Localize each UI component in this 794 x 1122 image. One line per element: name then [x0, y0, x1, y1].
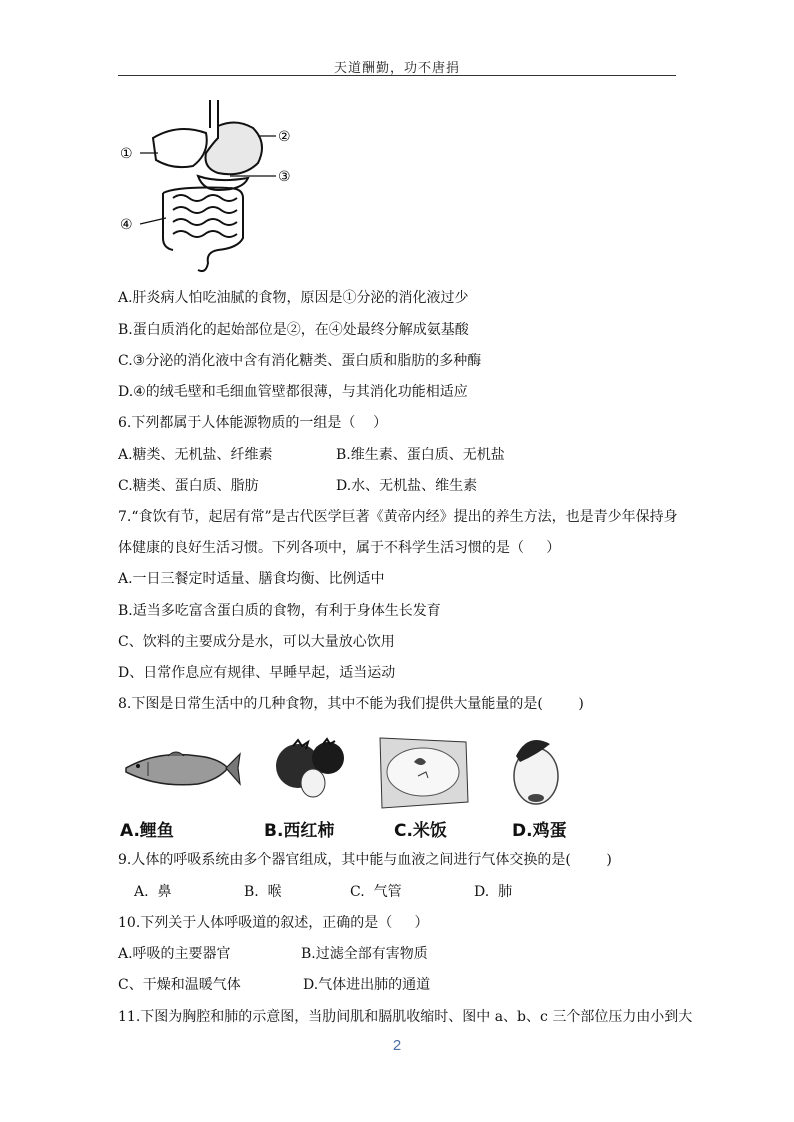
food-drawings	[118, 728, 598, 816]
q11-stem: 11.下图为胸腔和肺的示意图，当肋间肌和膈肌收缩时、图中 a、b、c 三个部位压力由小到大	[118, 1009, 693, 1025]
q9-stem: 9.人体的呼吸系统由多个器官组成，其中能与血液之间进行气体交换的是( )	[118, 852, 612, 868]
rice-image	[380, 738, 468, 808]
q7-stem-line2: 体健康的良好生活习惯。下列各项中，属于不科学生活习惯的是（ ）	[118, 540, 561, 556]
q9-option-b: B. 喉	[244, 884, 282, 900]
q10-stem: 10.下列关于人体呼吸道的叙述，正确的是（ ）	[118, 915, 429, 931]
egg-image	[514, 740, 558, 804]
q7-stem-line1: 7.“食饮有节，起居有常”是古代医学巨著《黄帝内经》提出的养生方法，也是青少年保持身	[118, 509, 678, 525]
label-2: ②	[278, 129, 291, 145]
q6-option-c: C.糖类、蛋白质、脂肪	[118, 478, 259, 494]
header-motto: 天道酬勤，功不唐捐	[333, 61, 460, 76]
label-1: ①	[120, 146, 133, 162]
carp-image	[126, 752, 240, 785]
q9-option-c: C. 气管	[350, 884, 402, 900]
q5-option-a: A.肝炎病人怕吃油腻的食物，原因是①分泌的消化液过少	[118, 290, 469, 306]
q8-food-images	[118, 728, 598, 841]
q9-option-a: A. 鼻	[134, 884, 172, 900]
digestive-system-figure	[118, 98, 318, 278]
label-4: ④	[120, 217, 133, 233]
q10-option-c: C、干燥和温暖气体	[118, 977, 241, 993]
food-caption-a: A.鲤鱼	[120, 821, 174, 841]
q9-option-d: D. 肺	[474, 884, 513, 900]
q6-stem: 6.下列都属于人体能源物质的一组是（ ）	[118, 415, 388, 431]
q7-option-a: A.一日三餐定时适量、膳食均衡、比例适中	[118, 571, 385, 587]
tomato-image	[276, 739, 344, 797]
q10-option-d: D.气体进出肺的通道	[303, 977, 431, 993]
q10-option-b: B.过滤全部有害物质	[301, 946, 428, 962]
q10-option-a: A.呼吸的主要器官	[118, 946, 231, 962]
q6-option-d: D.水、无机盐、维生素	[336, 478, 478, 494]
q5-option-b: B.蛋白质消化的起始部位是②，在④处最终分解成氨基酸	[118, 322, 469, 338]
q7-option-c: C、饮料的主要成分是水，可以大量放心饮用	[118, 634, 395, 650]
q7-option-b: B.适当多吃富含蛋白质的食物，有利于身体生长发育	[118, 603, 441, 619]
food-caption-b: B.西红柿	[264, 821, 335, 841]
label-3: ③	[278, 169, 291, 185]
q5-option-c: C.③分泌的消化液中含有消化糖类、蛋白质和脂肪的多种酶	[118, 353, 482, 369]
header-rule	[118, 75, 676, 76]
food-caption-d: D.鸡蛋	[512, 821, 567, 841]
q6-option-b: B.维生素、蛋白质、无机盐	[336, 447, 505, 463]
q8-stem: 8.下图是日常生活中的几种食物，其中不能为我们提供大量能量的是( )	[118, 696, 584, 712]
q5-option-d: D.④的绒毛壁和毛细血管壁都很薄，与其消化功能相适应	[118, 384, 468, 400]
q6-option-a: A.糖类、无机盐、纤维素	[118, 447, 273, 463]
page-number: 2	[392, 1037, 402, 1054]
food-caption-c: C.米饭	[394, 821, 447, 841]
q7-option-d: D、日常作息应有规律、早睡早起，适当运动	[118, 665, 396, 681]
